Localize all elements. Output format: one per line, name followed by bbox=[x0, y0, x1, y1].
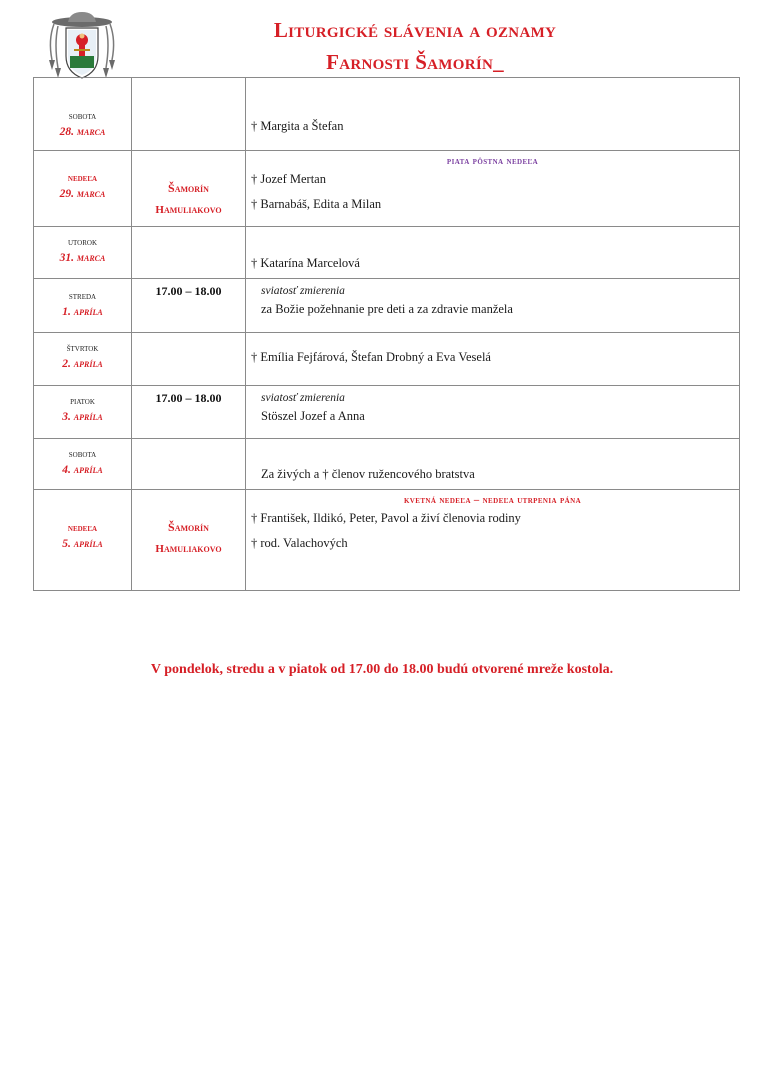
intention-text: Stöszel Jozef a Anna bbox=[261, 409, 365, 423]
day-cell bbox=[34, 333, 132, 386]
intention-cell bbox=[246, 439, 740, 490]
time-place-cell bbox=[132, 78, 246, 151]
intention-text: † Margita a Štefan bbox=[251, 119, 344, 133]
day-date: 4. apríla bbox=[62, 464, 103, 476]
day-name: sobota bbox=[68, 449, 97, 460]
intention-text: Za živých a † členov ružencového bratstva bbox=[261, 467, 475, 481]
day-cell bbox=[34, 78, 132, 151]
page-title: Liturgické slávenia a oznamy bbox=[273, 18, 557, 42]
place-samorin: Šamorín bbox=[168, 181, 209, 195]
time-place-cell bbox=[132, 490, 246, 591]
day-date: 31. marca bbox=[59, 252, 106, 264]
time-place-cell bbox=[132, 333, 246, 386]
intention-text: † Jozef Mertan bbox=[251, 172, 326, 186]
intention-text: † Emília Fejfárová, Štefan Drobný a Eva Veselá bbox=[251, 350, 491, 364]
sacrament-label: sviatosť zmierenia bbox=[261, 392, 345, 404]
day-cell bbox=[34, 227, 132, 279]
time-place-cell bbox=[132, 227, 246, 279]
sacrament-label: sviatosť zmierenia bbox=[261, 285, 345, 297]
time-place-cell bbox=[132, 439, 246, 490]
day-cell bbox=[34, 439, 132, 490]
day-cell bbox=[34, 490, 132, 591]
time-place-cell bbox=[132, 386, 246, 439]
day-date: 29. marca bbox=[59, 188, 106, 200]
intention-text: † Katarína Marcelová bbox=[251, 256, 360, 270]
intention-cell bbox=[246, 490, 740, 591]
feast-label: piata pôstna nedeľa bbox=[446, 156, 539, 167]
parish-coat-of-arms-icon bbox=[44, 10, 120, 82]
intention-text: † rod. Valachových bbox=[251, 536, 348, 550]
announcement-note: V pondelok, stredu a v piatok od 17.00 do 18.00 budú otvorené mreže kostola. bbox=[150, 662, 614, 677]
table-row bbox=[34, 279, 740, 333]
intention-text: † Barnabáš, Edita a Milan bbox=[251, 197, 382, 211]
place-hamuliakovo: Hamuliakovo bbox=[155, 204, 222, 216]
intention-cell bbox=[246, 333, 740, 386]
intention-text: † František, Ildikó, Peter, Pavol a živí členovia rodiny bbox=[251, 511, 521, 525]
table-row bbox=[34, 227, 740, 279]
feast-label: kvetná nedeľa – nedeľa utrpenia pána bbox=[403, 495, 582, 506]
day-cell bbox=[34, 151, 132, 227]
day-cell bbox=[34, 279, 132, 333]
day-date: 3. apríla bbox=[62, 411, 103, 423]
day-date: 5. apríla bbox=[62, 538, 103, 550]
day-name: sobota bbox=[68, 111, 97, 122]
day-date: 2. apríla bbox=[62, 358, 103, 370]
intention-cell bbox=[246, 227, 740, 279]
day-date: 1. apríla bbox=[62, 306, 103, 318]
day-name: utorok bbox=[67, 237, 98, 248]
parish-name: Farnosti Šamorín_ bbox=[326, 50, 504, 74]
table-row bbox=[34, 151, 740, 227]
intention-cell bbox=[246, 78, 740, 151]
table-row bbox=[34, 78, 740, 151]
day-name: štvrtok bbox=[66, 343, 99, 354]
place-hamuliakovo: Hamuliakovo bbox=[155, 543, 222, 555]
place-samorin: Šamorín bbox=[168, 520, 209, 534]
table-row bbox=[34, 490, 740, 591]
intention-cell bbox=[246, 386, 740, 439]
schedule-table bbox=[33, 77, 740, 591]
table-row bbox=[34, 439, 740, 490]
day-date: 28. marca bbox=[59, 126, 106, 138]
table-row bbox=[34, 386, 740, 439]
day-name: nedeľa bbox=[67, 523, 98, 534]
intention-cell bbox=[246, 279, 740, 333]
intention-cell bbox=[246, 151, 740, 227]
confession-time: 17.00 – 18.00 bbox=[155, 284, 222, 298]
day-name: piatok bbox=[70, 396, 95, 407]
day-name: streda bbox=[68, 291, 97, 302]
day-cell bbox=[34, 386, 132, 439]
time-place-cell bbox=[132, 279, 246, 333]
time-place-cell bbox=[132, 151, 246, 227]
table-row bbox=[34, 333, 740, 386]
day-name: nedeľa bbox=[67, 173, 98, 184]
intention-text: za Božie požehnanie pre deti a za zdravie manžela bbox=[261, 302, 513, 316]
confession-time: 17.00 – 18.00 bbox=[155, 391, 222, 405]
